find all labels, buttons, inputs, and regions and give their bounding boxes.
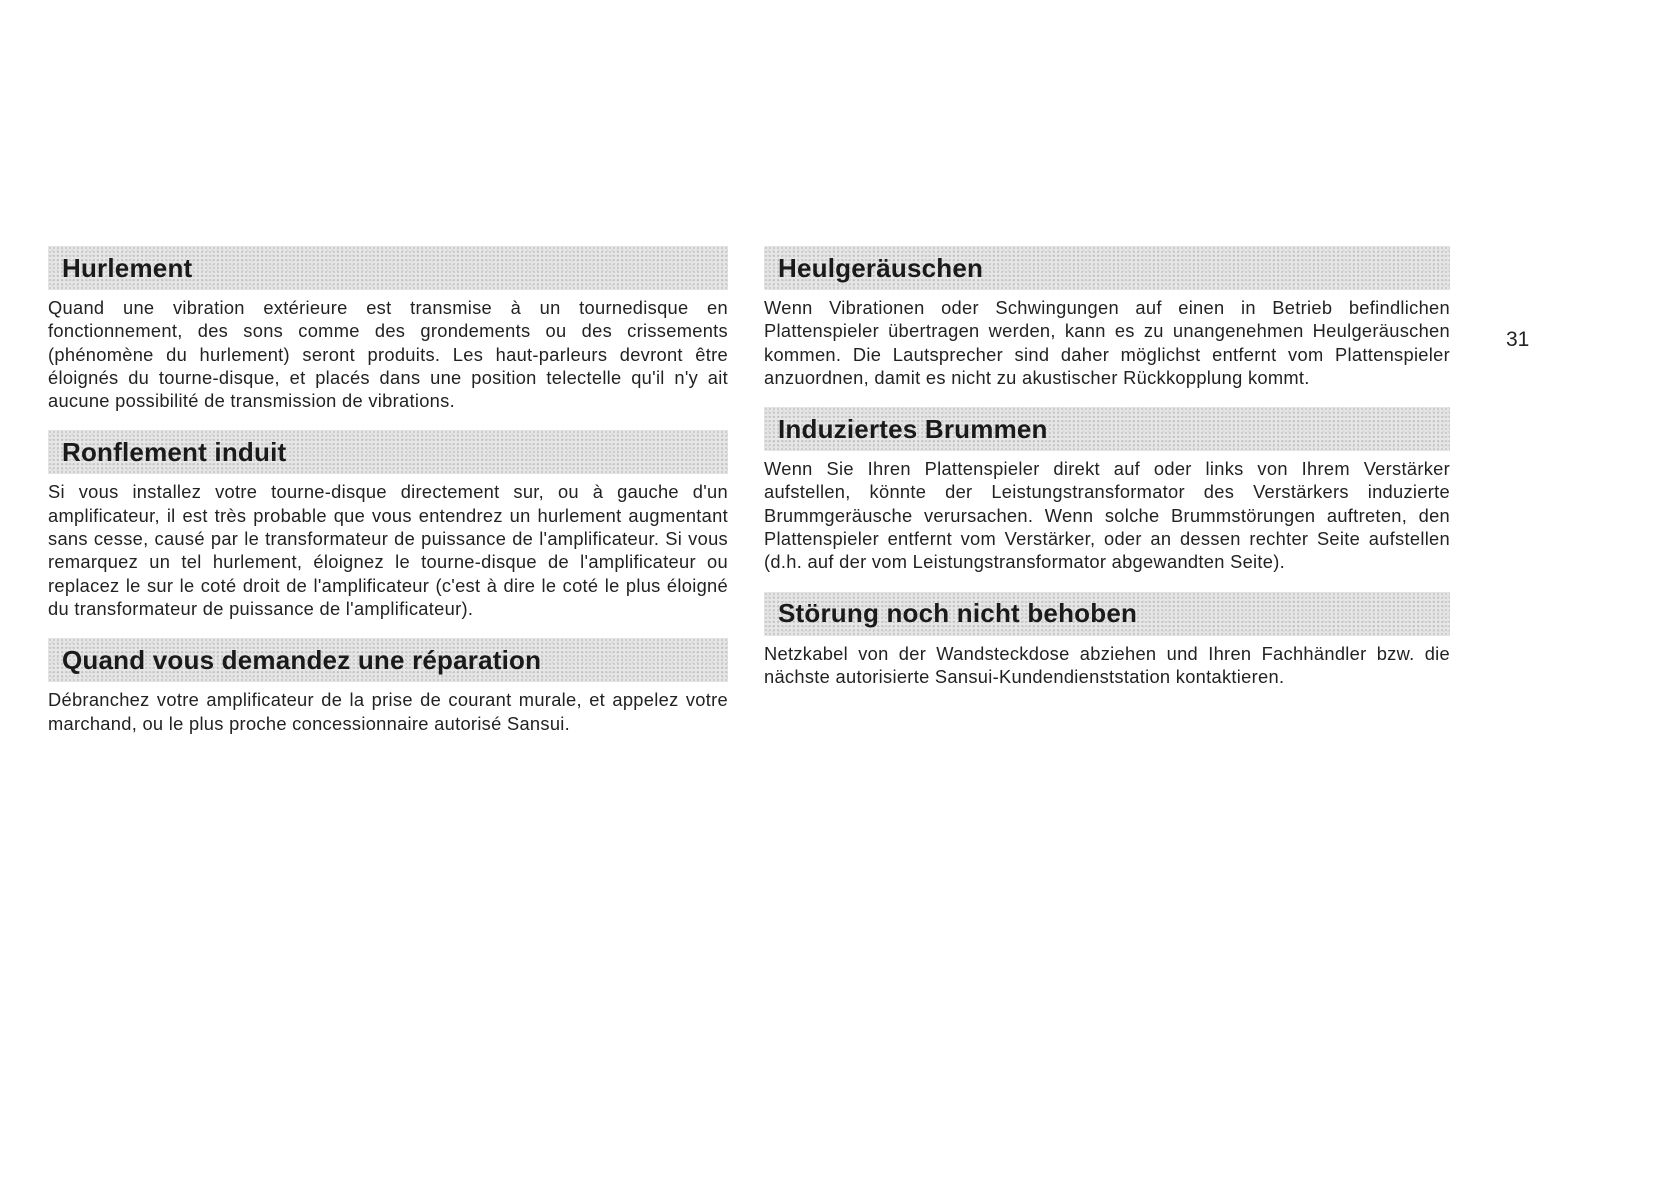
- section-heading-bar: [764, 592, 1450, 636]
- section-heading-bar: [764, 246, 1450, 290]
- section-heading-bar: [764, 407, 1450, 451]
- section-heading: Heulgeräuschen: [778, 252, 984, 283]
- section-paragraph: Netzkabel von der Wandsteckdose abziehen und Ihren Fachhändler bzw. die nächste autorisierte Sansui-Kundendienststation kontaktieren.: [764, 642, 1450, 687]
- section-heading-bar: [48, 246, 728, 290]
- section-paragraph: Débranchez votre amplificateur de la prise de courant murale, et appelez votre marchand, ou le plus proche concessionnaire autorisé Sansui.: [48, 689, 728, 734]
- section-paragraph: Si vous installez votre tourne-disque directement sur, ou à gauche d'un amplificateur, il est très probable que vous entendrez un hurlement augmentant sans cesse, causé par le transformateur de puissance de l'amplificateur. Si vous remarquez un tel hurlement, éloignez le tourne-disque de l'amplificateur ou replacez le sur le coté droit de l'amplificateur (c'est à dire le coté le plus éloigné du transformateur de puissance de l'amplificateur).: [48, 481, 728, 619]
- section-paragraph: Quand une vibration extérieure est transmise à un tournedisque en fonctionnement, des sons comme des grondements ou des crissements (phénomène du hurlement) seront produits. Les haut-parleurs devront être éloignés du tourne-disque, et placés dans une position telectelle qu'il n'y ait aucune possibilité de transmission de vibrations.: [48, 297, 728, 412]
- section-heading: Induziertes Brummen: [778, 413, 1048, 444]
- section-stoerung: [764, 592, 1450, 689]
- page-number: 31: [1506, 328, 1530, 351]
- section-heading: Störung noch nicht behoben: [778, 598, 1138, 629]
- section-heading: Quand vous demandez une réparation: [62, 644, 542, 675]
- section-paragraph: Wenn Vibrationen oder Schwingungen auf einen in Betrieb befindlichen Plattenspieler übertragen werden, kann es zu unangenehmen Heulgeräuschen kommen. Die Lautsprecher sind daher möglichst entfernt vom Plattenspieler anzuordnen, damit es nicht zu akustischer Rückkopplung kommt.: [764, 297, 1450, 388]
- french-column: [48, 246, 728, 735]
- section-heulgeraeuschen: [764, 246, 1450, 389]
- german-column: [764, 246, 1450, 688]
- section-heading: Hurlement: [62, 252, 193, 283]
- section-reparation: [48, 638, 728, 735]
- section-heading-bar: [48, 430, 728, 474]
- section-hurlement: [48, 246, 728, 412]
- section-ronflement-induit: [48, 430, 728, 620]
- section-heading: Ronflement induit: [62, 436, 287, 467]
- section-paragraph: Wenn Sie Ihren Plattenspieler direkt auf oder links von Ihrem Verstärker aufstellen, könnte der Leistungstransformator des Verstärkers induzierte Brummgeräusche verursachen. Wenn solche Brummstörungen auftreten, den Plattenspieler entfernt vom Verstärker, oder an dessen rechter Seite aufstellen (d.h. auf der vom Leistungstransformator abgewandten Seite).: [764, 458, 1450, 573]
- section-induziertes-brummen: [764, 407, 1450, 573]
- section-heading-bar: [48, 638, 728, 682]
